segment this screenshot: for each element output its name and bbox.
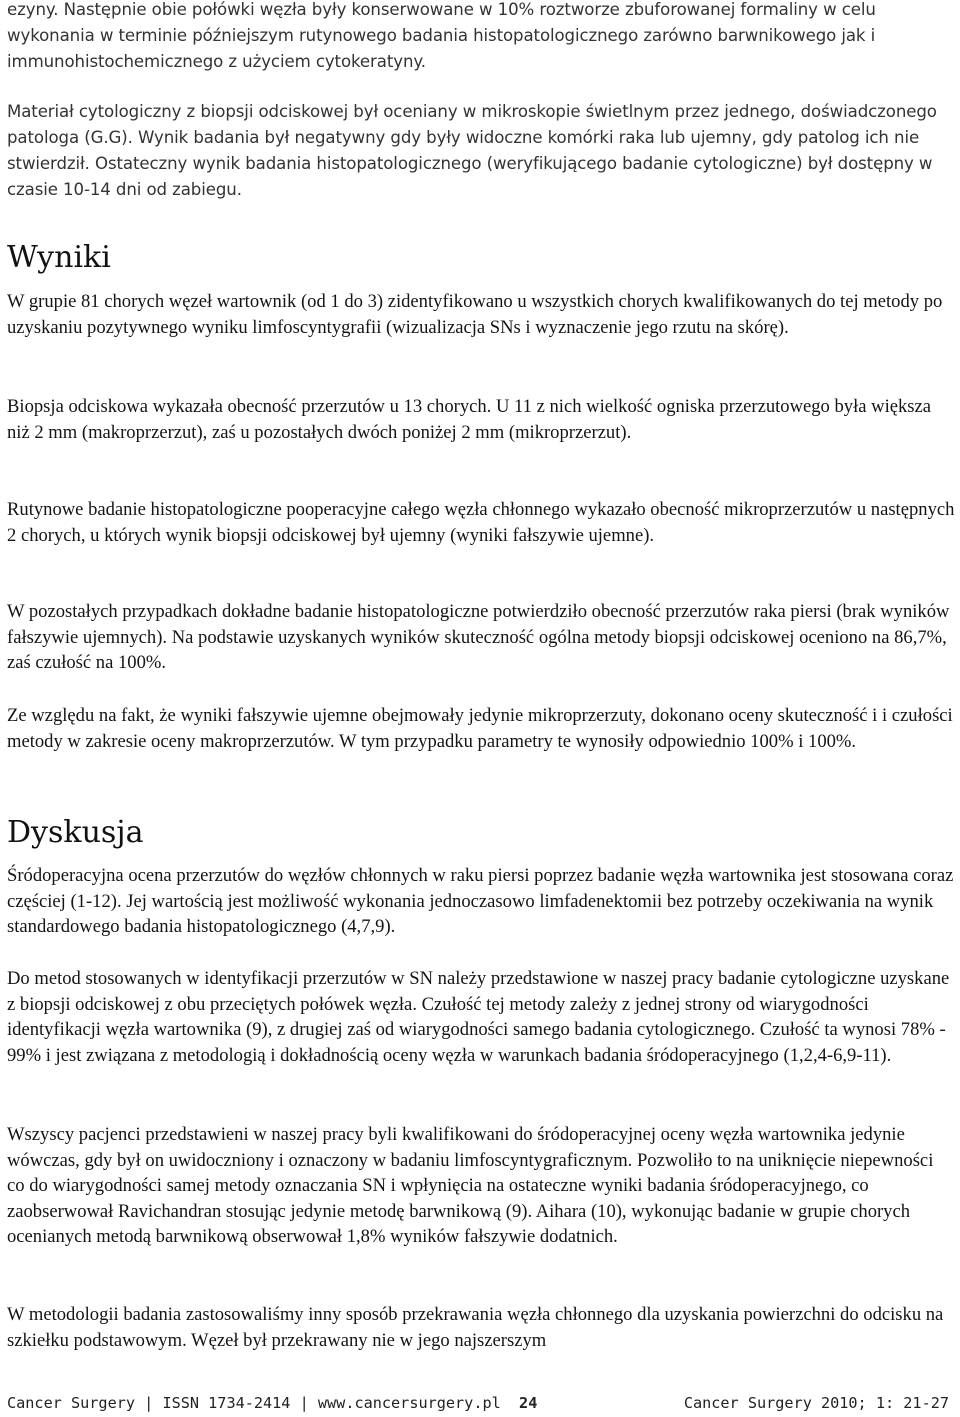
footer-citation: Cancer Surgery 2010; 1: 21-27 <box>683 1394 949 1412</box>
paragraph-discussion-2: Do metod stosowanych w identyfikacji przerzutów w SN należy przedstawione w naszej pracy badanie cytologiczne uzyskane z biopsji odciskowej z obu przeciętych połówek węzła. Czułość tej metody zależy z jednej strony od wiarygodności identyfikacji węzła wartownika (9), z drugiej zaś od wiarygodności samego badania cytologicznego. Czułość ta wynosi 78% - 99% i jest związana z metodologią i dokładnością oceny węzła w warunkach badania śródoperacyjnego (1,2,4-6,9-11). <box>7 968 950 1066</box>
paragraph-results-2: Biopsja odciskowa wykazała obecność przerzutów u 13 chorych. U 11 z nich wielkość ogniska przerzutowego była większa niż 2 mm (makroprzerzut), zaś u pozostałych dwóch poniżej 2 mm (mikroprzerzut). <box>7 396 932 443</box>
paragraph-cytology-method <box>7 99 955 203</box>
section-heading-dyskusja: Dyskusja <box>7 815 144 850</box>
text-fragment: Wynik badania był negatywny gdy były widoczne komórki raka lub ujemny, gdy patolog ich nie stwierdził. <box>7 128 920 173</box>
paragraph-results-4: W pozostałych przypadkach dokładne badanie histopatologiczne potwierdziło obecność przerzutów raka piersi (brak wyników fałszywie ujemnych). Na podstawie uzyskanych wyników skuteczność ogólna metody biopsji odciskowej oceniono na 86,7%, zaś czułość na 100%. <box>7 601 950 674</box>
text-fragment: Materiał cytologiczny z biopsji odciskowej był oceniany w mikroskopie świetlnym przez jednego, doświadczonego patologa (G.G). <box>7 102 937 147</box>
paragraph-results-3: Rutynowe badanie histopatologiczne pooperacyjne całego węzła chłonnego wykazało obecność mikroprzerzutów u następnych 2 chorych, u których wynik biopsji odciskowej był ujemny (wyniki fałszywie ujemne). <box>7 499 955 546</box>
paragraph-discussion-1: Śródoperacyjna ocena przerzutów do węzłów chłonnych w raku piersi poprzez badanie węzła wartownika jest stosowana coraz częściej (1-12). Jej wartością jest możliwość wykonania jednoczasowo limfadenektomii bez potrzeby oczekiwania na wynik standardowego badania histopatologicznego (4,7,9). <box>7 865 954 938</box>
paragraph-method-continued <box>7 0 955 75</box>
text-fragment: Następnie obie połówki węzła były konserwowane w 10% roztworze zbuforowanej formaliny w celu wykonania w terminie późniejszym rutynowego badania histopatologicznego zarówno barwnikowego jak i immunohistochemicznego z użyciem cytokeratyny. <box>7 0 876 71</box>
footer-journal-info <box>7 1394 537 1412</box>
text-fragment: Ostateczny wynik badania histopatologicznego (weryfikującego badanie cytologiczne) był dostępny w czasie 10-14 dni od zabiegu. <box>7 154 933 199</box>
page-footer <box>7 1394 953 1416</box>
paragraph-discussion-3: Wszyscy pacjenci przedstawieni w naszej pracy byli kwalifikowani do śródoperacyjnej oceny węzła wartownika jedynie wówczas, gdy był on uwidoczniony i oznaczony w badaniu limfoscyntygraficznym. Pozwoliło to na uniknięcie niepewności co do wiarygodności samej metody oznaczania SN i wpłynięcia na ostateczne wyniki badania śródoperacyjnego, co zaobserwował Ravichandran stosując jedynie metodę barwnikową (9). Aihara (10), wykonując badanie w grupie chorych ocenianych metodą barwnikową obserwował 1,8% wyników fałszywie dodatnich. <box>7 1124 934 1248</box>
page-number: 24 <box>519 1394 538 1412</box>
paragraph-results-5: Ze względu na fakt, że wyniki fałszywie ujemne obejmowały jedynie mikroprzerzuty, dokonano oceny skuteczność i i czułości metody w zakresie oceny makroprzerzutów. W tym przypadku parametry te wynosiły odpowiednio 100% i 100%. <box>7 705 953 752</box>
footer-journal-text: Cancer Surgery | ISSN 1734-2414 | www.cancersurgery.pl <box>7 1394 520 1412</box>
section-heading-wyniki: Wyniki <box>7 240 111 275</box>
paragraph-results-1: W grupie 81 chorych węzeł wartownik (od 1 do 3) zidentyfikowano u wszystkich chorych kwalifikowanych do tej metody po uzyskaniu pozytywnego wyniku limfoscyntygrafii (wizualizacja SNs i wyznaczenie jego rzutu na skórę). <box>7 291 943 338</box>
paragraph-discussion-4: W metodologii badania zastosowaliśmy inny sposób przekrawania węzła chłonnego dla uzyskania powierzchni do odcisku na szkiełku podstawowym. Węzeł był przekrawany nie w jego najszerszym <box>7 1304 944 1351</box>
text-fragment: ezyny. <box>7 0 64 19</box>
